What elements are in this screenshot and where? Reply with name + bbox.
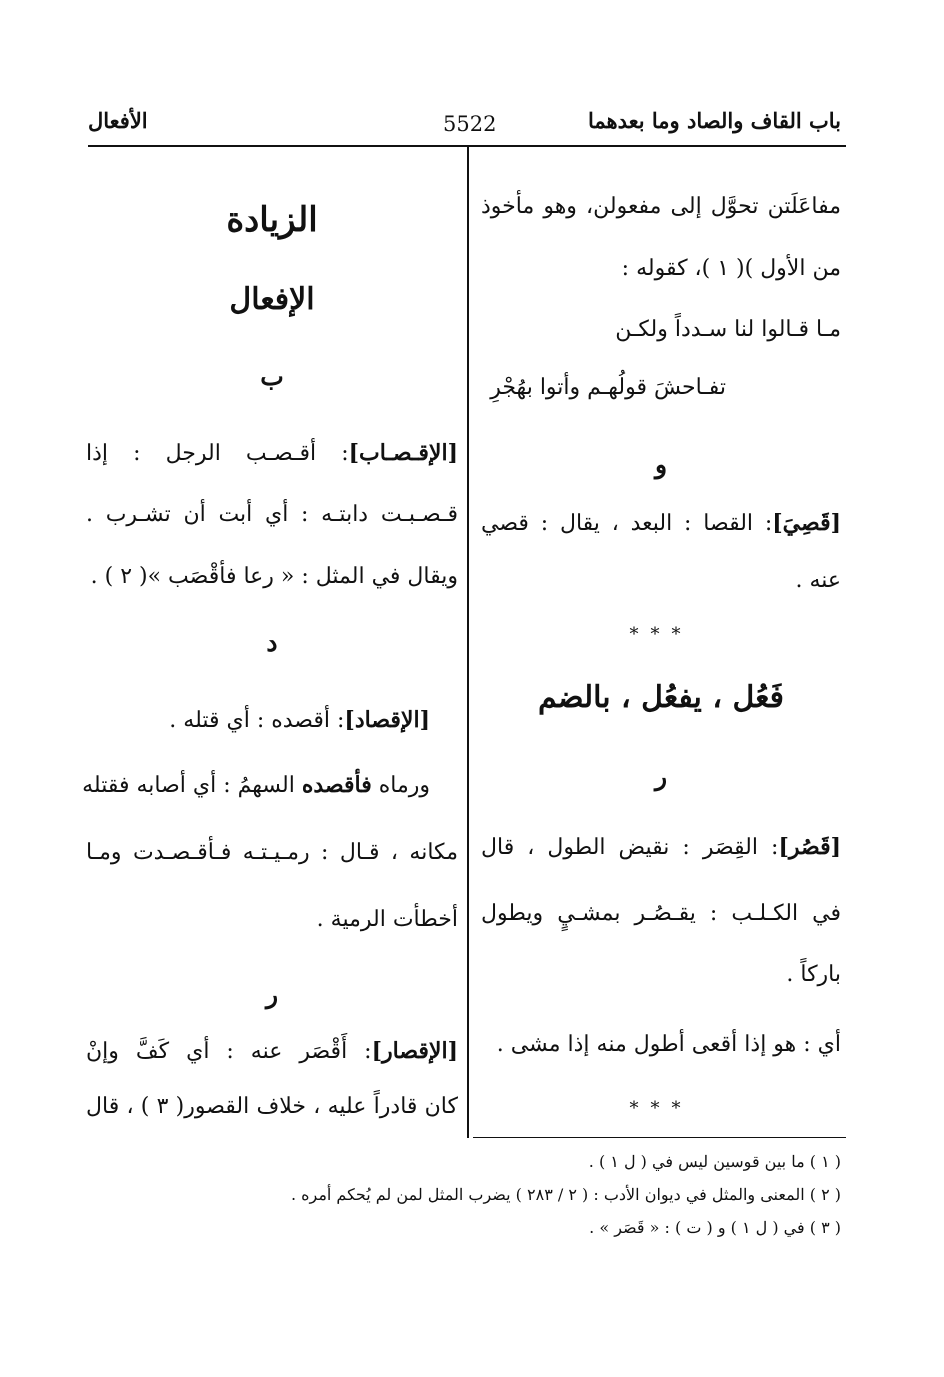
section-letter-waw: و [654,450,668,479]
entry-iqsab [86,438,458,469]
text-fragment: ورماه [371,773,430,798]
section-letter-ra: ر [265,980,279,1009]
text-line: ويقال في المثل : « رعا فأقْصَب »( ٢ ) . [90,564,458,589]
entry-term: [قَصُر] [778,834,841,860]
section-separator-stars: *** [629,1098,693,1119]
entry-iqsar [86,1036,458,1067]
text-line: أخطأت الرمية . [316,907,458,932]
page-number: 5522 [443,112,497,136]
text-line [82,770,458,801]
running-head-section: الأفعال [88,108,148,133]
entry-definition: : أقصده : أي قتله . [169,708,345,733]
text-line: مفاعَلَتن تحوَّل إلى مفعولن، وهو مأخوذ [481,194,841,219]
section-separator-stars: *** [629,624,693,645]
entry-definition: : أَقْصَر عنه : أي كَفَّ وإنْ [86,1039,372,1064]
section-title: الزيادة [226,200,318,240]
column-divider [467,145,469,1138]
verse-line-1: مـا قـالوا لنا سـدداً ولكـن [615,317,841,342]
footnote-1: ( ١ ) ما بين قوسين ليس في ( ل ١ ) . [588,1152,841,1171]
text-line: عنه . [795,568,841,593]
entry-qasiy [481,508,841,539]
text-line: من الأول )( ١ )، كقوله : [621,256,841,281]
text-line: أي : هو إذا أقعى أطول منه إذا مشى . [496,1032,841,1057]
section-subtitle: الإفعال [229,282,315,317]
entry-iqsad [86,705,458,736]
entry-term: [الإقصار] [371,1038,458,1064]
text-bold-word: فأقصده [301,772,372,798]
section-letter-ra: ر [654,762,668,791]
verse-line-2: تفـاحشَ قولُهـم وأتوا بهُجْرِ [490,375,726,400]
text-line: باركاً . [786,962,841,987]
text-line: قـصـبـت دابتـه : أي أبت أن تشـرب . [86,502,458,527]
entry-definition: : القِصَر : نقيض الطول ، قال [481,835,779,860]
section-heading: فَعُل ، يفعُل ، بالضم [537,680,784,715]
entry-qasura [481,832,841,863]
footnote-2: ( ٢ ) المعنى والمثل في ديوان الأدب : ( ٢ / ٢٨٣ ) يضرب المثل لمن لم يُحكم أمره . [290,1185,841,1204]
text-line: مكانه ، قـال : رمـيـتـه فـأقـصـدت ومـا [86,840,458,865]
text-fragment: السهمُ : أي أصابه فقتله [82,773,302,798]
entry-term: [الإقـصـاب] [348,440,458,466]
footnote-3: ( ٣ ) في ( ل ١ ) و ( ت ) : « قَصَر » . [589,1218,841,1237]
text-line: في الكـلـب : يقـصُـر بمشـيٍ ويطول [481,901,841,926]
entry-definition: : القصا : البعد ، يقال : قصي [481,511,773,536]
section-letter-dal: د [266,628,278,657]
entry-term: [الإقصاد] [344,707,430,733]
footnote-rule [473,1137,846,1138]
text-line: كان قادراً عليه ، خلاف القصور( ٣ ) ، قال [86,1094,458,1119]
entry-definition: : أقـصـب الرجل : إذا [86,441,349,466]
entry-term: [قَصِيَ] [772,510,841,536]
running-head-chapter: باب القاف والصاد وما بعدهما [587,108,841,133]
section-letter-ba: ب [260,362,284,391]
